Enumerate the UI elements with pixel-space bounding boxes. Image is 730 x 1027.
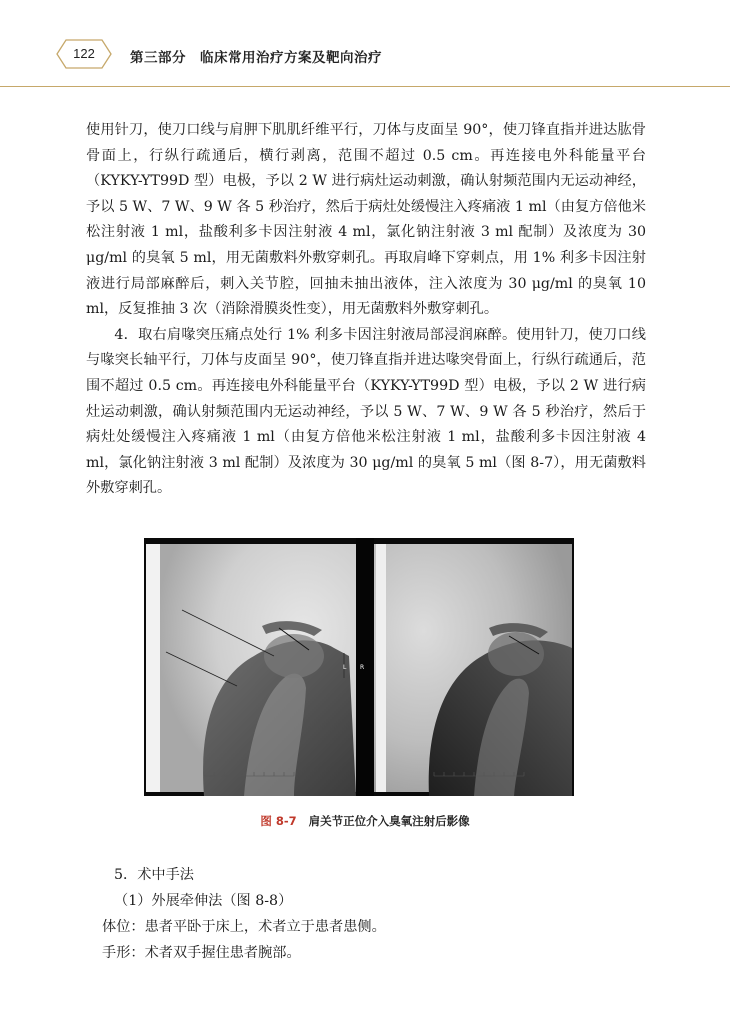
fluoroscopy-figure	[144, 538, 574, 796]
body-text	[86, 118, 646, 502]
hand-text: 手形：术者双手握住患者腕部。	[102, 945, 301, 961]
position-text: 体位：患者平卧于床上，术者立于患者患侧。	[102, 919, 386, 935]
header-divider	[0, 86, 730, 87]
figure-caption	[0, 813, 730, 829]
left-panel-marker: L	[343, 664, 347, 671]
paragraph-step-4: 4．取右肩喙突压痛点处行 1% 利多卡因注射液局部浸润麻醉。使用针刀，使刀口线与喙突长轴平行，刀体与皮面呈 90°，使刀锋直指并进达喙突骨面上，行纵行疏通后，范围不超过 0.5 cm。再连接电外科能量平台（KYKY-YT99D 型）电极，予以 2 W 进行病灶运动刺激，确认射频范围内无运动神经，予以 5 W、7 W、9 W 各 5 秒治疗，然后于病灶处缓慢注入疼痛液 1 ml（由复方倍他米松注射液 1 ml，盐酸利多卡因注射液 4 ml，氯化钠注射液 3 ml 配制）及浓度为 30 μg/ml 的臭氧 5 ml（图 8-7），用无菌敷料外敷穿刺孔。	[86, 326, 646, 497]
page-number: 122	[73, 46, 95, 61]
page-number-badge	[56, 39, 112, 69]
figure-number: 图 8-7	[260, 814, 297, 828]
shoulder-xray-image	[144, 538, 574, 796]
running-title: 第三部分 临床常用治疗方案及靶向治疗	[130, 50, 382, 66]
paragraph-continued: 使用针刀，使刀口线与肩胛下肌肌纤维平行，刀体与皮面呈 90°，使刀锋直指并进达肱骨骨面上，行纵行疏通后，横行剥离，范围不超过 0.5 cm。再连接电外科能量平台（KYKY-YT99D 型）电极，予以 2 W 进行病灶运动刺激，确认射频范围内无运动神经，予以 5 W、7 W、9 W 各 5 秒治疗，然后于病灶处缓慢注入疼痛液 1 ml（由复方倍他米松注射液 1 ml，盐酸利多卡因注射液 4 ml，氯化钠注射液 3 ml 配制）及浓度为 30 μg/ml 的臭氧 5 ml，用无菌敷料外敷穿刺孔。再取肩峰下穿刺点，用 1% 利多卡因注射液进行局部麻醉后，刺入关节腔，回抽未抽出液体，注入浓度为 30 μg/ml 的臭氧 10 ml，反复推抽 3 次（消除滑膜炎性变），用无菌敷料外敷穿刺孔。	[86, 122, 646, 318]
section-heading: 5．术中手法	[114, 867, 194, 883]
right-panel-marker: R	[360, 664, 365, 671]
section-5	[102, 862, 634, 966]
section-subheading: （1）外展牵伸法（图 8-8）	[114, 893, 293, 909]
page-header	[0, 0, 730, 92]
figure-title: 肩关节正位介入臭氧注射后影像	[308, 814, 470, 828]
